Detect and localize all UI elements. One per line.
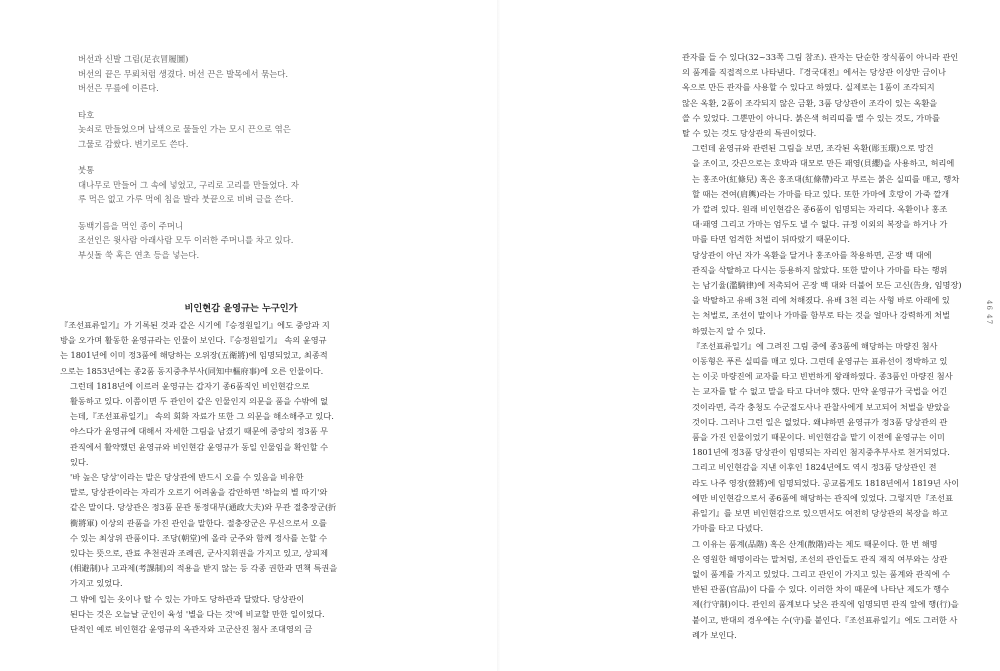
- illustration-notes: [78, 52, 318, 274]
- text-line: 마를 타면 엄격한 처벌이 뒤따랐기 때문이다.: [692, 234, 850, 245]
- note-line: 루 먹은 없고 가루 먹에 침을 발라 붓끝으로 비벼 글을 쓴다.: [78, 194, 294, 204]
- text-line: (相避制)나 고과제(考課制)의 적용을 받지 않는 등 각종 권한과 면책 특권을: [70, 563, 338, 574]
- note-term: 타호: [78, 109, 95, 120]
- note-block: [78, 163, 318, 207]
- paragraph: [60, 592, 422, 622]
- text-line: 붙이고, 반대의 경우에는 수(守)를 붙인다.『조선표류일기』에도 그러한 사: [692, 614, 958, 625]
- text-line: 라도 나주 영장(營將)에 임명되었다. 공교롭게도 1818년에서 1819년 사이: [692, 477, 960, 488]
- text-line: 품을 가진 인물이었기 때문이다. 비인현감을 맡기 이전에 윤영규는 이미: [692, 432, 945, 443]
- note-line: 버선의 끝은 무뢰처럼 생겼다. 버선 끈은 발목에서 묶는다.: [78, 68, 289, 79]
- text-line: 관자를 들 수 있다(32~33쪽 그림 참조). 관자는 단순한 장식품이 아니라 관인: [682, 52, 959, 62]
- note-block: [78, 52, 318, 96]
- text-line: 가마를 타고 다녔다.: [692, 523, 764, 534]
- text-line: 반된 관품(官品)이 다를 수 있다. 이러한 차이 때문에 나타난 제도가 행수: [692, 584, 950, 595]
- text-line: '바 높은 당상'이라는 말은 당상관에 반드시 오를 수 있음을 비유한: [70, 472, 304, 483]
- paragraph: [682, 50, 977, 141]
- text-line: 말로, 당상관이라는 자리가 오르기 어려움을 감안하면 '하늘의 별 따기'와: [70, 487, 328, 498]
- text-line: 그 밖에 입는 옷이나 탈 수 있는 가마도 당하관과 달랐다. 당상관이: [70, 593, 305, 604]
- note-line: 대나무로 만들어 그 속에 넣었고, 구리로 고리를 만들었다. 자: [78, 179, 299, 190]
- text-line: 같은 말이다. 당상관은 정3품 문관 통정대부(通政大夫)와 무관 절충장군(折: [70, 502, 337, 513]
- text-line: 으로는 1853년에는 종2품 동지중추부사(同知中樞府事)에 오른 인물이다.: [60, 365, 324, 376]
- paragraph: [682, 339, 977, 461]
- text-line: 대·패영 그리고 가마는 엄두도 낼 수 없다. 규정 이외의 복장을 하거나 가: [692, 219, 948, 230]
- text-line: 례가 보인다.: [692, 629, 737, 640]
- text-line: 제(行守制)이다. 관인의 품계보다 낮은 관직에 임명되면 관직 앞에 행(行)을: [692, 599, 959, 610]
- text-line: 있다는 뜻으로, 관료 추천권과 조례권, 군사지휘권을 가지고 있고, 상피제: [70, 548, 328, 559]
- paragraph: [682, 141, 977, 247]
- note-block: [78, 219, 318, 263]
- text-line: 1801년에 정3품 당상관이 임명되는 자리인 첨지중추부사로 천거되었다.: [692, 447, 950, 458]
- text-line: 그리고 비인현감을 지낸 이후인 1824년에도 역시 정3품 당상관인 전: [692, 462, 937, 473]
- text-line: 그런데 1818년에 이르러 윤영규는 갑자기 종6품직인 비인현감으로: [70, 380, 310, 391]
- text-line: 없이 품계를 가지고 있었다. 그리고 관인이 가지고 있는 품계와 관직에 수: [692, 568, 950, 579]
- text-line: 는데,『조선표류일기』 속의 회화 자료가 또한 그 의문을 해소해주고 있다.: [70, 411, 334, 422]
- text-line: 관직에서 활약했던 윤영규와 비인현감 윤영규가 동일 인물임을 확인할 수: [70, 441, 329, 452]
- note-line: 그물로 감쌌다. 변기로도 쓴다.: [78, 138, 189, 149]
- note-line: 부싯돌 쑥 혹은 연초 등을 넣는다.: [78, 249, 200, 260]
- text-line: 된다는 것은 오늘날 군인이 육성 '별을 다는 것'에 비교할 만한 일이었다.: [70, 608, 325, 619]
- text-line: 있다.: [70, 456, 89, 467]
- paragraph: [682, 460, 977, 536]
- note-block: [78, 108, 318, 152]
- text-line: 의 품계를 직접적으로 나타낸다.『경국대전』에서는 당상관 이상만 금이나: [682, 67, 946, 78]
- note-term: 동백기름을 먹인 종이 주머니: [78, 220, 184, 231]
- text-line: 을 박탈하고 유배 3천 리에 처해졌다. 유배 3천 리는 사형 바로 아래에 있: [692, 295, 950, 306]
- paragraph: [60, 318, 422, 379]
- text-line: 은 영원한 해명이라는 말처럼, 조선의 관인들도 관직 재직 여부와는 상관: [692, 553, 948, 564]
- note-line: 놋쇠로 만들었으며 납색으로 물들인 가는 모시 끈으로 엮은: [78, 124, 291, 134]
- text-line: 가 깔려 있다. 원래 비인현감은 종6품이 임명되는 자리다. 옥환이나 홍조: [692, 204, 948, 215]
- note-term: 붓통: [78, 165, 95, 175]
- paragraph: [60, 470, 422, 592]
- paragraph: [682, 248, 977, 339]
- text-line: 는 이곳 마량진에 교자를 타고 빈번하게 왕래하였다. 종3품인 마량진 첨사: [692, 371, 953, 382]
- left-body-text: [60, 318, 422, 637]
- text-line: 당상관이 아닌 자가 옥환을 달거나 홍조아를 착용하면, 곤장 백 대에: [692, 249, 932, 260]
- page-numbers: 46 47: [985, 300, 993, 326]
- text-line: 단적인 예로 비인현감 윤영규의 옥관자와 고군산진 첨사 조대영의 금: [70, 624, 313, 635]
- text-line: 『조선표류일기』에 그려진 그림 중에 종3품에 해당하는 마량진 첨사: [692, 340, 938, 351]
- text-line: 하였는지 알 수 있다.: [692, 325, 766, 336]
- text-line: 방을 오가며 활동한 윤영규라는 인물이 보인다.『승정원일기』 속의 윤영규: [60, 335, 327, 346]
- text-line: 는 1801년에 이미 정3품에 해당하는 오위장(五衛將)에 임명되었고, 최종적: [60, 350, 328, 361]
- text-line: 옥으로 만든 관자를 사용할 수 있다고 하였다. 실제로는 1품이 조각되지: [682, 82, 935, 93]
- note-line: 버선은 무릎에 이른다.: [78, 83, 159, 93]
- text-line: 활동하고 있다. 이쯤이면 두 관인이 같은 인물인지 의문을 품을 수밖에 없: [70, 396, 328, 407]
- text-line: 가지고 있었다.: [70, 578, 123, 589]
- note-line: 조선인은 윗사람 아래사람 모두 이러한 주머니를 차고 있다.: [78, 235, 294, 245]
- text-line: 는 남기율(濫騎律)에 저촉되어 곤장 백 대와 더불어 모든 고신(告身, 임명장): [692, 280, 962, 291]
- text-line: 수 있는 최상위 관품이다. 조당(朝堂)에 올라 군주와 함께 정사를 논할 수: [70, 532, 328, 543]
- text-line: 관직을 삭탈하고 다시는 등용하지 않았다. 또한 말이나 가마를 타는 행위: [692, 264, 948, 275]
- text-line: 그 이유는 품계(品階) 혹은 산계(散階)라는 제도 때문이다. 한 번 해명: [692, 538, 938, 549]
- text-line: 그런데 윤영규와 관련된 그림을 보면, 조각된 옥환(彫玉環)으로 망건: [692, 143, 934, 154]
- paragraph: [682, 537, 977, 643]
- paragraph: [60, 622, 422, 637]
- text-line: 탈 수 있는 것도 당상관의 특권이었다.: [682, 128, 817, 139]
- text-line: 것이라면, 즉각 충청도 수군절도사나 관찰사에게 보고되어 처벌을 받았을: [692, 401, 951, 412]
- text-line: 『조선표류일기』가 기록된 것과 같은 시기에『승정원일기』에도 중앙과 지: [60, 320, 330, 330]
- right-body-text: [682, 50, 977, 643]
- text-line: 야스다가 윤영규에 대해서 자세한 그림을 남겼기 때문에 중앙의 정3품 무: [70, 426, 328, 437]
- text-line: 류일기』를 보면 비인현감으로 있으면서도 여전히 당상관의 복장을 하고: [692, 508, 948, 519]
- text-line: 이동형은 푸른 실띠를 매고 있다. 그런데 윤영규는 표류선이 정박하고 있: [692, 356, 948, 367]
- note-term: 버선과 신발 그림(足衣冒履圖): [78, 54, 189, 64]
- text-line: 것이다. 그러나 그런 일은 없었다. 왜냐하면 윤영규가 정3품 당상관의 관: [692, 416, 948, 427]
- text-line: 는 처벌로, 조선이 말이나 가마를 함부로 타는 것을 얼마나 강력하게 처벌: [692, 310, 950, 321]
- text-line: 않은 옥환, 2품이 조각되지 않은 금환, 3품 당상관이 조각이 있는 옥환을: [682, 97, 938, 108]
- text-line: 을 조이고, 갓끈으로는 호박과 대모로 만든 패영(貝纓)을 사용하고, 허리에: [692, 158, 955, 169]
- text-line: 衝將軍) 이상의 관품을 가진 관인을 말한다. 절충장군은 무신으로서 오를: [70, 517, 327, 528]
- text-line: 할 때는 견여(肩輿)라는 가마를 타고 있다. 또한 가마에 호랑이 가죽 깔개: [692, 188, 950, 199]
- text-line: 는 교자를 탈 수 없고 말을 타고 다녀야 했다. 만약 윤영규가 국법을 어긴: [692, 386, 948, 397]
- paragraph: [60, 379, 422, 470]
- section-title: 비인현감 윤영규는 누구인가: [184, 303, 298, 314]
- text-line: 에만 비인현감으로서 종6품에 해당하는 관직에 있었다. 그렇지만『조선표: [692, 492, 953, 503]
- text-line: 쓸 수 있었다. 그뿐만이 아니다. 붉은색 허리띠를 맬 수 있는 것도, 가마를: [682, 112, 940, 123]
- text-line: 는 홍조아(紅條兒) 혹은 홍조대(紅條帶)라고 부르는 붉은 실띠를 매고, 행차: [692, 173, 960, 184]
